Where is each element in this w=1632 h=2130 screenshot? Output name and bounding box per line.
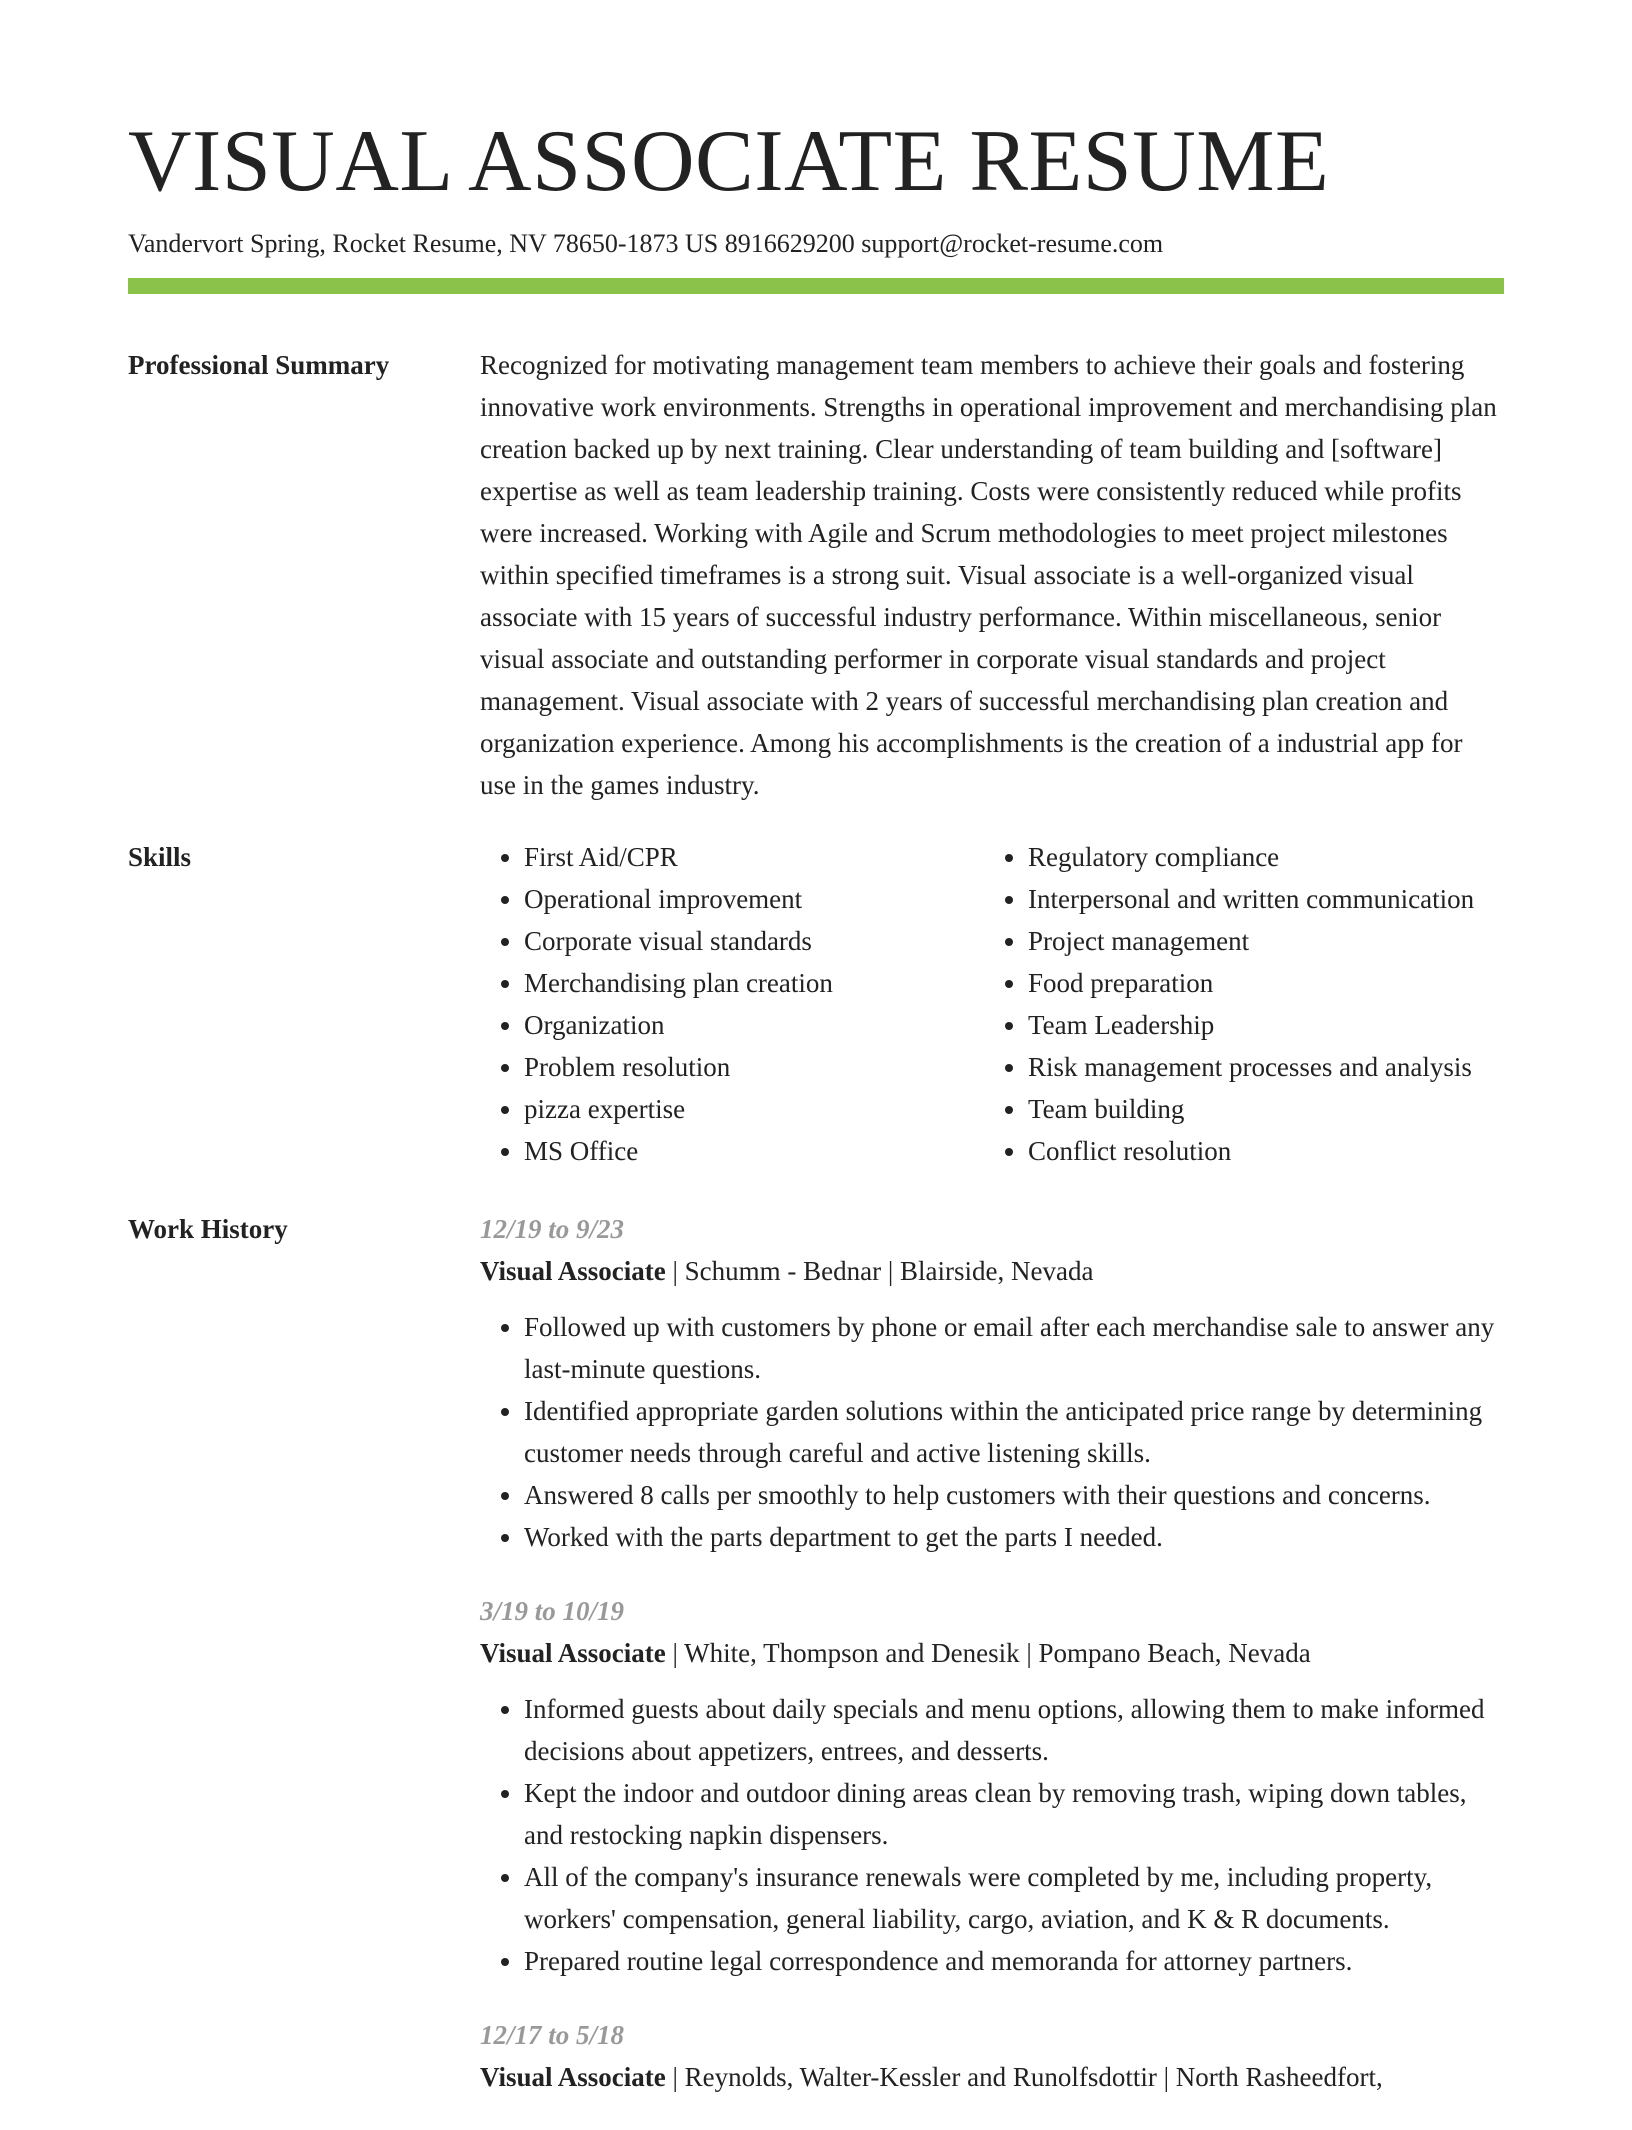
- job-title: Visual Associate: [480, 2062, 666, 2093]
- job-bullet: • Identified appropriate garden solutions within the anticipated price range by determining customer needs through careful and active listening skills.: [524, 1390, 1504, 1474]
- job-bullet: • Followed up with customers by phone or email after each merchandise sale to answer any last-minute questions.: [524, 1306, 1504, 1390]
- job-heading: [480, 2056, 1504, 2098]
- job-employer-location: | Reynolds, Walter-Kessler and Runolfsdottir | North Rasheedfort,: [665, 2062, 1383, 2093]
- skill-item: • Risk management processes and analysis: [1028, 1046, 1504, 1088]
- skill-item: • Conflict resolution: [1028, 1130, 1504, 1172]
- contact-line: Vandervort Spring, Rocket Resume, NV 78650-1873 US 8916629200 support@rocket-resume.com: [128, 229, 1164, 258]
- skills-list-right: [984, 836, 1504, 1172]
- job-bullet: • Kept the indoor and outdoor dining areas clean by removing trash, wiping down tables, and restocking napkin dispensers.: [524, 1772, 1504, 1856]
- skill-item: • Operational improvement: [524, 878, 984, 920]
- skill-item: • Team Leadership: [1028, 1004, 1504, 1046]
- skill-item: • MS Office: [524, 1130, 984, 1172]
- skill-item: • Problem resolution: [524, 1046, 984, 1088]
- job-title: Visual Associate: [480, 1638, 666, 1669]
- skill-item: • Merchandising plan creation: [524, 962, 984, 1004]
- skill-item: • Food preparation: [1028, 962, 1504, 1004]
- skill-item: • Corporate visual standards: [524, 920, 984, 962]
- accent-divider: [128, 278, 1504, 294]
- skill-item: • First Aid/CPR: [524, 836, 984, 878]
- section-label-work: Work History: [128, 1214, 288, 1245]
- job-date: 3/19 to 10/19: [480, 1596, 625, 1627]
- job-heading: [480, 1632, 1504, 1674]
- job-bullets: [480, 1688, 1504, 1982]
- section-label-skills: Skills: [128, 842, 192, 873]
- job-bullet: • Informed guests about daily specials and menu options, allowing them to make informed decisions about appetizers, entrees, and desserts.: [524, 1688, 1504, 1772]
- job-employer-location: | Schumm - Bednar | Blairside, Nevada: [665, 1256, 1094, 1287]
- job-bullet: • Answered 8 calls per smoothly to help customers with their questions and concerns.: [524, 1474, 1504, 1516]
- skills-section: [128, 836, 1504, 1172]
- job-bullets: [480, 1306, 1504, 1558]
- job-employer-location: | White, Thompson and Denesik | Pompano Beach, Nevada: [665, 1638, 1311, 1669]
- resume-title: VISUAL ASSOCIATE RESUME: [128, 113, 1330, 210]
- summary-text: Recognized for motivating management team members to achieve their goals and fostering innovative work environments. Strengths in operational improvement and merchandising plan creation backed up by next training. Clear understanding of team building and [software] expertise as well as team leadership training. Costs were consistently reduced while profits were increased. Working with Agile and Scrum methodologies to meet project milestones within specified timeframes is a strong suit. Visual associate is a well-organized visual associate with 15 years of successful industry performance. Within miscellaneous, senior visual associate and outstanding performer in corporate visual standards and project management. Visual associate with 2 years of successful merchandising plan creation and organization experience. Among his accomplishments is the creation of a industrial app for use in the games industry.: [480, 350, 1497, 801]
- job-bullet: • Worked with the parts department to get the parts I needed.: [524, 1516, 1504, 1558]
- skill-item: • Team building: [1028, 1088, 1504, 1130]
- job-date: 12/17 to 5/18: [480, 2020, 625, 2051]
- job-heading: [480, 1250, 1504, 1292]
- work-history-section: [128, 1208, 1504, 2130]
- job-bullet: • All of the company's insurance renewals were completed by me, including property, workers' compensation, general liability, cargo, aviation, and K & R documents.: [524, 1856, 1504, 1940]
- job-entry: [480, 1590, 1504, 1982]
- skills-grid: [480, 836, 1504, 1172]
- skill-item: • Project management: [1028, 920, 1504, 962]
- job-date: 12/19 to 9/23: [480, 1214, 625, 1245]
- skill-item: • pizza expertise: [524, 1088, 984, 1130]
- section-label-summary: Professional Summary: [128, 350, 390, 381]
- skill-item: • Interpersonal and written communication: [1028, 878, 1504, 920]
- skill-item: • Regulatory compliance: [1028, 836, 1504, 878]
- job-bullet: • Prepared routine legal correspondence and memoranda for attorney partners.: [524, 1940, 1504, 1982]
- job-entry: [480, 2014, 1504, 2098]
- professional-summary-section: [128, 344, 1504, 806]
- skill-item: • Organization: [524, 1004, 984, 1046]
- job-entry: [480, 1208, 1504, 1558]
- job-title: Visual Associate: [480, 1256, 666, 1287]
- skills-list-left: [480, 836, 984, 1172]
